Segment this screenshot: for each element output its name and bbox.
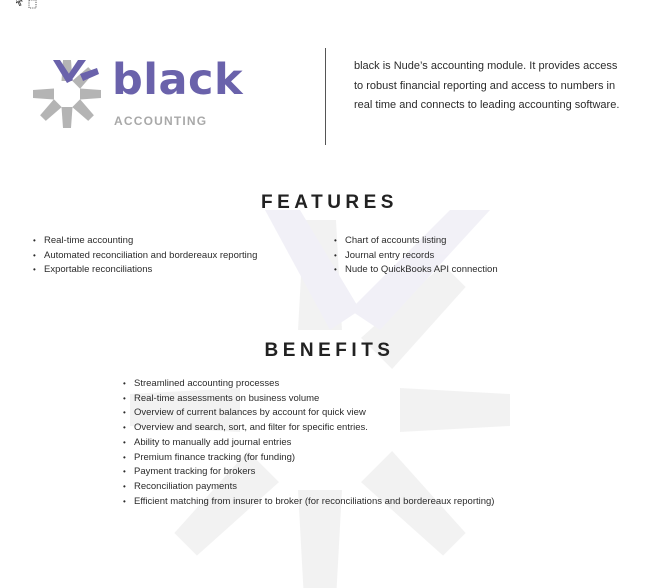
list-item: • Real-time accounting [33, 234, 257, 249]
list-item: • Real-time assessments on business volume [123, 392, 494, 407]
list-item: • Ability to manually add journal entries [123, 436, 494, 451]
benefits-list [123, 377, 494, 509]
list-item: • Journal entry records [334, 249, 498, 264]
list-item: • Nude to QuickBooks API connection [334, 263, 498, 278]
product-description: black is Nude’s accounting module. It provides access to robust financial reporting and access to numbers in real time and connects to leading accounting software. [354, 60, 620, 111]
list-item: • Overview of current balances by account for quick view [123, 406, 494, 421]
benefits-heading: BENEFITS [264, 340, 395, 361]
brand-subtitle: ACCOUNTING [114, 114, 208, 128]
cursor-icon [16, 0, 38, 12]
list-item: • Payment tracking for brokers [123, 465, 494, 480]
list-item: • Efficient matching from insurer to broker (for reconciliations and bordereaux reporting) [123, 495, 494, 510]
list-item: • Chart of accounts listing [334, 234, 498, 249]
brand-name: black [112, 55, 244, 105]
list-item: • Automated reconciliation and bordereaux reporting [33, 249, 257, 264]
list-item: • Overview and search, sort, and filter for specific entries. [123, 421, 494, 436]
list-item: • Premium finance tracking (for funding) [123, 451, 494, 466]
black-logo-icon [31, 58, 103, 130]
list-item: • Streamlined accounting processes [123, 377, 494, 392]
vertical-divider [325, 48, 326, 145]
list-item: • Exportable reconciliations [33, 263, 257, 278]
list-item: • Reconciliation payments [123, 480, 494, 495]
features-heading: FEATURES [261, 192, 398, 213]
features-list-right [334, 234, 498, 278]
features-list-left [33, 234, 257, 278]
